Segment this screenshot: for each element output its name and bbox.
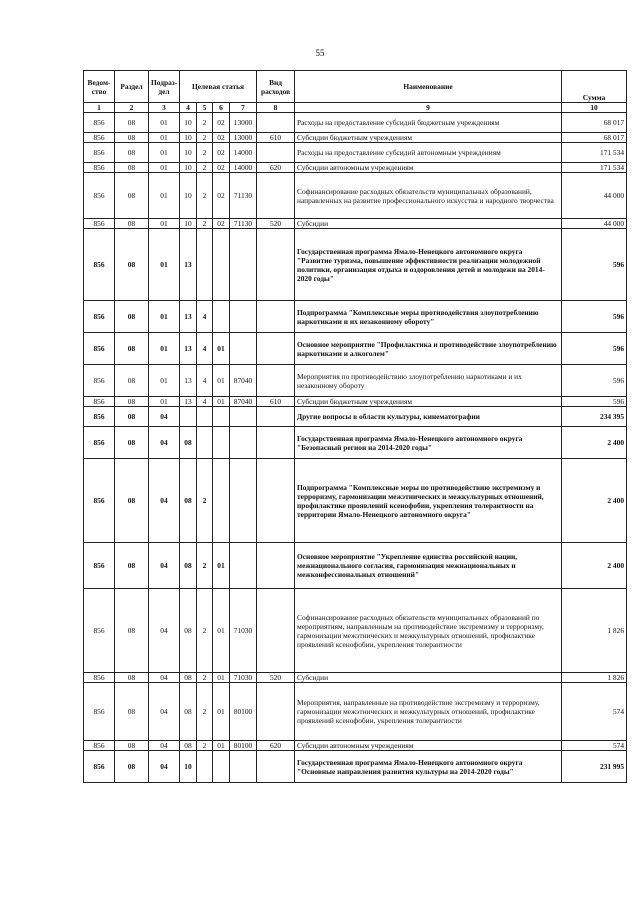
header-summa: Сумма bbox=[562, 71, 627, 103]
table-row bbox=[84, 365, 627, 397]
table-row bbox=[84, 673, 627, 683]
expense-type-cell bbox=[257, 173, 295, 219]
table-row bbox=[84, 683, 627, 741]
sum-cell: 2 400 bbox=[562, 427, 627, 459]
name-cell: Расходы на предоставление субсидий бюджетным учреждениям bbox=[295, 113, 562, 133]
vedomstvo-cell: 856 bbox=[84, 427, 115, 459]
razdel-cell: 08 bbox=[115, 113, 149, 133]
podrazdel-cell: 01 bbox=[149, 133, 180, 143]
column-number-cell: 1 bbox=[84, 103, 115, 113]
target-subprogram-cell: 2 bbox=[197, 219, 213, 229]
target-subprogram-cell: 2 bbox=[197, 543, 213, 589]
target-direction-cell: 87040 bbox=[230, 397, 257, 407]
target-direction-cell: 13000 bbox=[230, 113, 257, 133]
razdel-cell: 08 bbox=[115, 673, 149, 683]
razdel-cell: 08 bbox=[115, 301, 149, 333]
vedomstvo-cell: 856 bbox=[84, 333, 115, 365]
column-number-cell: 6 bbox=[213, 103, 230, 113]
name-cell: Субсидии бюджетным учреждениям bbox=[295, 397, 562, 407]
sum-cell: 596 bbox=[562, 397, 627, 407]
table-row bbox=[84, 427, 627, 459]
expense-type-cell bbox=[257, 365, 295, 397]
podrazdel-cell: 04 bbox=[149, 427, 180, 459]
target-subprogram-cell bbox=[197, 427, 213, 459]
razdel-cell: 08 bbox=[115, 143, 149, 163]
target-event-cell: 01 bbox=[213, 741, 230, 751]
target-program-cell bbox=[180, 407, 197, 427]
target-subprogram-cell: 4 bbox=[197, 365, 213, 397]
target-program-cell: 10 bbox=[180, 751, 197, 783]
table-row bbox=[84, 543, 627, 589]
table-row bbox=[84, 459, 627, 543]
expense-type-cell: 610 bbox=[257, 133, 295, 143]
sum-cell: 44 000 bbox=[562, 173, 627, 219]
podrazdel-cell: 01 bbox=[149, 397, 180, 407]
podrazdel-cell: 01 bbox=[149, 113, 180, 133]
target-direction-cell: 71130 bbox=[230, 219, 257, 229]
target-event-cell: 02 bbox=[213, 143, 230, 163]
vedomstvo-cell: 856 bbox=[84, 301, 115, 333]
sum-cell: 596 bbox=[562, 229, 627, 301]
target-program-cell: 10 bbox=[180, 219, 197, 229]
column-number-cell: 4 bbox=[180, 103, 197, 113]
podrazdel-cell: 04 bbox=[149, 683, 180, 741]
podrazdel-cell: 01 bbox=[149, 229, 180, 301]
target-subprogram-cell: 4 bbox=[197, 397, 213, 407]
target-direction-cell: 80100 bbox=[230, 683, 257, 741]
target-program-cell: 08 bbox=[180, 683, 197, 741]
target-program-cell: 13 bbox=[180, 397, 197, 407]
expense-type-cell bbox=[257, 589, 295, 673]
table-row bbox=[84, 219, 627, 229]
target-program-cell: 10 bbox=[180, 113, 197, 133]
expense-type-cell bbox=[257, 683, 295, 741]
expense-type-cell bbox=[257, 427, 295, 459]
vedomstvo-cell: 856 bbox=[84, 219, 115, 229]
podrazdel-cell: 01 bbox=[149, 301, 180, 333]
vedomstvo-cell: 856 bbox=[84, 173, 115, 219]
vedomstvo-cell: 856 bbox=[84, 365, 115, 397]
razdel-cell: 08 bbox=[115, 163, 149, 173]
target-event-cell: 01 bbox=[213, 589, 230, 673]
podrazdel-cell: 01 bbox=[149, 163, 180, 173]
target-subprogram-cell: 2 bbox=[197, 163, 213, 173]
vedomstvo-cell: 856 bbox=[84, 163, 115, 173]
target-program-cell: 13 bbox=[180, 333, 197, 365]
target-event-cell: 01 bbox=[213, 543, 230, 589]
target-event-cell bbox=[213, 751, 230, 783]
target-program-cell: 13 bbox=[180, 229, 197, 301]
razdel-cell: 08 bbox=[115, 589, 149, 673]
expense-type-cell: 620 bbox=[257, 741, 295, 751]
target-subprogram-cell bbox=[197, 751, 213, 783]
razdel-cell: 08 bbox=[115, 333, 149, 365]
sum-cell: 596 bbox=[562, 333, 627, 365]
sum-cell: 596 bbox=[562, 365, 627, 397]
target-event-cell: 02 bbox=[213, 133, 230, 143]
vedomstvo-cell: 856 bbox=[84, 589, 115, 673]
expense-type-cell: 610 bbox=[257, 397, 295, 407]
podrazdel-cell: 04 bbox=[149, 751, 180, 783]
target-program-cell: 10 bbox=[180, 143, 197, 163]
name-cell: Государственная программа Ямало-Ненецкого автономного округа "Безопасный регион на 2014-2020 годы" bbox=[295, 427, 562, 459]
target-event-cell bbox=[213, 229, 230, 301]
vedomstvo-cell: 856 bbox=[84, 741, 115, 751]
sum-cell: 596 bbox=[562, 301, 627, 333]
vedomstvo-cell: 856 bbox=[84, 143, 115, 163]
name-cell: Основное мероприятие "Укрепление единства российской нации, межнационального согласия, гармонизация межнациональных и межконфессиональных отношений" bbox=[295, 543, 562, 589]
header-vedomstvo: Ведом- ство bbox=[84, 71, 115, 103]
header-celevaya-statya: Целевая статья bbox=[180, 71, 257, 103]
target-event-cell: 01 bbox=[213, 365, 230, 397]
expense-type-cell bbox=[257, 113, 295, 133]
target-direction-cell: 80100 bbox=[230, 741, 257, 751]
podrazdel-cell: 04 bbox=[149, 673, 180, 683]
target-direction-cell: 71030 bbox=[230, 589, 257, 673]
razdel-cell: 08 bbox=[115, 741, 149, 751]
razdel-cell: 08 bbox=[115, 133, 149, 143]
table-row bbox=[84, 133, 627, 143]
target-direction-cell bbox=[230, 459, 257, 543]
target-event-cell: 02 bbox=[213, 113, 230, 133]
target-direction-cell bbox=[230, 301, 257, 333]
razdel-cell: 08 bbox=[115, 365, 149, 397]
vedomstvo-cell: 856 bbox=[84, 229, 115, 301]
target-subprogram-cell bbox=[197, 229, 213, 301]
table-row bbox=[84, 397, 627, 407]
target-program-cell: 08 bbox=[180, 543, 197, 589]
razdel-cell: 08 bbox=[115, 229, 149, 301]
vedomstvo-cell: 856 bbox=[84, 113, 115, 133]
target-subprogram-cell: 2 bbox=[197, 459, 213, 543]
podrazdel-cell: 01 bbox=[149, 333, 180, 365]
razdel-cell: 08 bbox=[115, 219, 149, 229]
target-direction-cell bbox=[230, 427, 257, 459]
target-program-cell: 08 bbox=[180, 459, 197, 543]
vedomstvo-cell: 856 bbox=[84, 683, 115, 741]
name-cell: Субсидии автономным учреждениям bbox=[295, 741, 562, 751]
expense-type-cell bbox=[257, 407, 295, 427]
target-program-cell: 10 bbox=[180, 163, 197, 173]
column-number-cell: 5 bbox=[197, 103, 213, 113]
table-row bbox=[84, 407, 627, 427]
podrazdel-cell: 01 bbox=[149, 173, 180, 219]
name-cell: Субсидии bbox=[295, 219, 562, 229]
header-vid-rashodov: Вид расходов bbox=[257, 71, 295, 103]
table-row bbox=[84, 113, 627, 133]
sum-cell: 234 395 bbox=[562, 407, 627, 427]
target-direction-cell bbox=[230, 229, 257, 301]
expense-type-cell bbox=[257, 751, 295, 783]
column-number-cell: 8 bbox=[257, 103, 295, 113]
page-number: 55 bbox=[315, 48, 325, 58]
expense-type-cell bbox=[257, 543, 295, 589]
column-number-cell: 2 bbox=[115, 103, 149, 113]
column-number-cell: 3 bbox=[149, 103, 180, 113]
target-program-cell: 13 bbox=[180, 365, 197, 397]
target-event-cell bbox=[213, 459, 230, 543]
target-direction-cell: 14000 bbox=[230, 143, 257, 163]
razdel-cell: 08 bbox=[115, 459, 149, 543]
sum-cell: 68 017 bbox=[562, 133, 627, 143]
target-program-cell: 08 bbox=[180, 589, 197, 673]
sum-cell: 574 bbox=[562, 741, 627, 751]
target-direction-cell: 14000 bbox=[230, 163, 257, 173]
column-number-cell: 9 bbox=[295, 103, 562, 113]
name-cell: Подпрограмма "Комплексные меры по противодействию экстремизму и терроризму, гармонизации межэтнических и межкультурных отношений, профилактике проявлений ксенофобии, укрепления толерантности на территории Ямало-Ненецкого автономного округа" bbox=[295, 459, 562, 543]
table-row bbox=[84, 301, 627, 333]
expense-type-cell: 520 bbox=[257, 673, 295, 683]
target-event-cell bbox=[213, 301, 230, 333]
target-program-cell: 08 bbox=[180, 427, 197, 459]
vedomstvo-cell: 856 bbox=[84, 407, 115, 427]
table-row bbox=[84, 173, 627, 219]
razdel-cell: 08 bbox=[115, 751, 149, 783]
target-event-cell: 01 bbox=[213, 333, 230, 365]
vedomstvo-cell: 856 bbox=[84, 459, 115, 543]
sum-cell: 2 400 bbox=[562, 459, 627, 543]
target-event-cell: 01 bbox=[213, 673, 230, 683]
name-cell: Софинансирование расходных обязательств муниципальных образований, направленных на развитие профессионального искусства и народного творчества bbox=[295, 173, 562, 219]
name-cell: Государственная программа Ямало-Ненецкого автономного округа "Основные направления развития культуры на 2014-2020 годы" bbox=[295, 751, 562, 783]
target-event-cell: 02 bbox=[213, 163, 230, 173]
podrazdel-cell: 04 bbox=[149, 543, 180, 589]
vedomstvo-cell: 856 bbox=[84, 751, 115, 783]
target-program-cell: 08 bbox=[180, 673, 197, 683]
sum-cell: 1 826 bbox=[562, 673, 627, 683]
sum-cell: 1 826 bbox=[562, 589, 627, 673]
target-subprogram-cell: 4 bbox=[197, 333, 213, 365]
podrazdel-cell: 04 bbox=[149, 407, 180, 427]
sum-cell: 68 017 bbox=[562, 113, 627, 133]
podrazdel-cell: 04 bbox=[149, 741, 180, 751]
sum-cell: 44 000 bbox=[562, 219, 627, 229]
target-direction-cell bbox=[230, 751, 257, 783]
razdel-cell: 08 bbox=[115, 407, 149, 427]
target-event-cell bbox=[213, 427, 230, 459]
expense-type-cell bbox=[257, 459, 295, 543]
target-subprogram-cell bbox=[197, 407, 213, 427]
target-subprogram-cell: 2 bbox=[197, 143, 213, 163]
name-cell: Субсидии бюджетным учреждениям bbox=[295, 133, 562, 143]
table-row bbox=[84, 143, 627, 163]
target-subprogram-cell: 2 bbox=[197, 673, 213, 683]
table-row bbox=[84, 589, 627, 673]
expense-type-cell bbox=[257, 301, 295, 333]
expense-type-cell: 620 bbox=[257, 163, 295, 173]
target-subprogram-cell: 2 bbox=[197, 589, 213, 673]
table-row bbox=[84, 163, 627, 173]
target-subprogram-cell: 4 bbox=[197, 301, 213, 333]
sum-cell: 574 bbox=[562, 683, 627, 741]
vedomstvo-cell: 856 bbox=[84, 397, 115, 407]
budget-table bbox=[83, 70, 627, 783]
razdel-cell: 08 bbox=[115, 173, 149, 219]
target-event-cell: 01 bbox=[213, 397, 230, 407]
expense-type-cell: 520 bbox=[257, 219, 295, 229]
table-row bbox=[84, 741, 627, 751]
target-direction-cell: 87040 bbox=[230, 365, 257, 397]
razdel-cell: 08 bbox=[115, 543, 149, 589]
target-program-cell: 13 bbox=[180, 301, 197, 333]
sum-cell: 231 995 bbox=[562, 751, 627, 783]
header-row bbox=[84, 71, 627, 103]
name-cell: Софинансирование расходных обязательств муниципальных образований по мероприятиям, направленным на противодействие экстремизму и терроризму, гармонизации межэтнических и межкультурных отношений, профилактике проявлений ксенофобии, укрепления толерантности bbox=[295, 589, 562, 673]
target-event-cell: 02 bbox=[213, 173, 230, 219]
target-subprogram-cell: 2 bbox=[197, 173, 213, 219]
target-direction-cell bbox=[230, 333, 257, 365]
name-cell: Другие вопросы в области культуры, кинематографии bbox=[295, 407, 562, 427]
sum-cell: 171 534 bbox=[562, 143, 627, 163]
target-program-cell: 10 bbox=[180, 173, 197, 219]
target-event-cell bbox=[213, 407, 230, 427]
target-direction-cell bbox=[230, 543, 257, 589]
table-row bbox=[84, 751, 627, 783]
column-number-cell: 7 bbox=[230, 103, 257, 113]
table-row bbox=[84, 229, 627, 301]
name-cell: Субсидии bbox=[295, 673, 562, 683]
target-direction-cell: 71130 bbox=[230, 173, 257, 219]
podrazdel-cell: 01 bbox=[149, 365, 180, 397]
razdel-cell: 08 bbox=[115, 397, 149, 407]
name-cell: Государственная программа Ямало-Ненецкого автономного округа "Развитие туризма, повышение эффективности реализации молодежной политики, организация отдыха и оздоровления детей и молодежи на 2014-2020 годы" bbox=[295, 229, 562, 301]
name-cell: Подпрограмма "Комплексные меры противодействия злоупотреблению наркотиками и их незаконному обороту" bbox=[295, 301, 562, 333]
target-direction-cell bbox=[230, 407, 257, 427]
header-podrazdel: Подраз- дел bbox=[149, 71, 180, 103]
table-body bbox=[84, 113, 627, 783]
target-event-cell: 02 bbox=[213, 219, 230, 229]
expense-type-cell bbox=[257, 143, 295, 163]
target-subprogram-cell: 2 bbox=[197, 133, 213, 143]
name-cell: Мероприятия, направленные на противодействие экстремизму и терроризму, гармонизации межэтнических и межкультурных отношений, профилактике проявлений ксенофобии, укрепления толерантности bbox=[295, 683, 562, 741]
podrazdel-cell: 01 bbox=[149, 219, 180, 229]
razdel-cell: 08 bbox=[115, 683, 149, 741]
expense-type-cell bbox=[257, 229, 295, 301]
sum-cell: 2 400 bbox=[562, 543, 627, 589]
expense-type-cell bbox=[257, 333, 295, 365]
target-subprogram-cell: 2 bbox=[197, 741, 213, 751]
header-razdel: Раздел bbox=[115, 71, 149, 103]
name-cell: Субсидии автономным учреждениям bbox=[295, 163, 562, 173]
name-cell: Мероприятия по противодействию злоупотреблению наркотиками и их незаконному обороту bbox=[295, 365, 562, 397]
name-cell: Основное мероприятие "Профилактика и противодействие злоупотреблению наркотиками и алкоголем" bbox=[295, 333, 562, 365]
vedomstvo-cell: 856 bbox=[84, 133, 115, 143]
target-program-cell: 08 bbox=[180, 741, 197, 751]
name-cell: Расходы на предоставление субсидий автономным учреждениям bbox=[295, 143, 562, 163]
column-number-cell: 10 bbox=[562, 103, 627, 113]
target-subprogram-cell: 2 bbox=[197, 683, 213, 741]
target-direction-cell: 71030 bbox=[230, 673, 257, 683]
vedomstvo-cell: 856 bbox=[84, 673, 115, 683]
target-program-cell: 10 bbox=[180, 133, 197, 143]
table-row bbox=[84, 333, 627, 365]
header-naimenovanie: Наименование bbox=[295, 71, 562, 103]
podrazdel-cell: 04 bbox=[149, 589, 180, 673]
target-subprogram-cell: 2 bbox=[197, 113, 213, 133]
target-direction-cell: 13000 bbox=[230, 133, 257, 143]
column-number-row bbox=[84, 103, 627, 113]
razdel-cell: 08 bbox=[115, 427, 149, 459]
sum-cell: 171 534 bbox=[562, 163, 627, 173]
target-event-cell: 01 bbox=[213, 683, 230, 741]
vedomstvo-cell: 856 bbox=[84, 543, 115, 589]
podrazdel-cell: 01 bbox=[149, 143, 180, 163]
podrazdel-cell: 04 bbox=[149, 459, 180, 543]
